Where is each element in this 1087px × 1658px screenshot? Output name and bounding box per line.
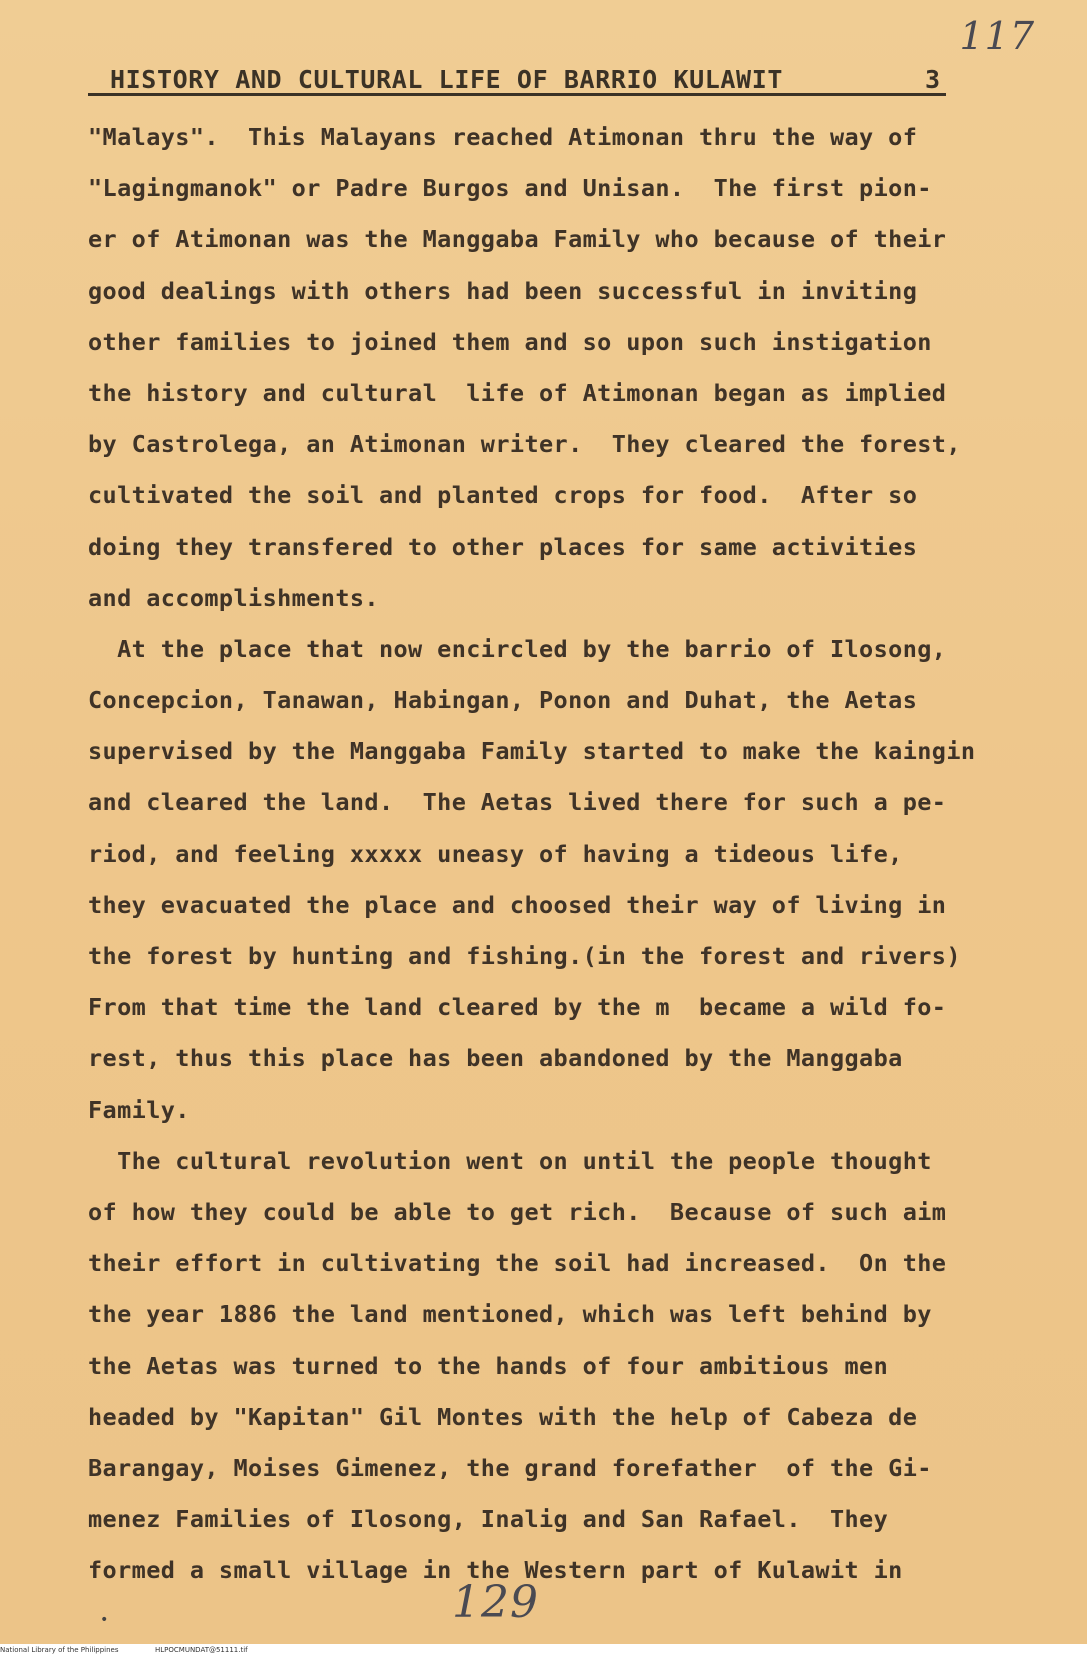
text-line: the forest by hunting and fishing.(in the forest and rivers): [88, 942, 961, 970]
handwritten-page-number: 129: [452, 1577, 539, 1628]
text-line: of how they could be able to get rich. Because of such aim: [88, 1197, 947, 1226]
text-line: Family.: [88, 1095, 190, 1124]
text-line: the history and cultural life of Atimonan began as implied: [88, 378, 947, 407]
text-line: menez Families of Ilosong, Inalig and San Rafael. They: [88, 1505, 889, 1534]
text-line: by Castrolega, an Atimonan writer. They cleared the forest,: [88, 430, 961, 459]
stray-mark: •: [100, 1612, 109, 1628]
text-line: Concepcion, Tanawan, Habingan, Ponon and Duhat, the Aetas: [88, 686, 918, 715]
text-line: they evacuated the place and choosed their way of living in: [88, 890, 947, 919]
text-line: their effort in cultivating the soil had increased. On the: [88, 1249, 947, 1278]
page-header: [88, 63, 946, 96]
text-line: the Aetas was turned to the hands of four ambitious men: [88, 1351, 889, 1380]
text-line: From that time the land cleared by the m became a wild fo-: [88, 993, 947, 1022]
text-line: formed a small village in the Western part of Kulawit in: [88, 1556, 903, 1585]
text-line: doing they transfered to other places for same activities: [88, 532, 918, 561]
text-line: Barangay, Moises Gimenez, the grand forefather of the Gi-: [88, 1453, 932, 1482]
text-line: The cultural revolution went on until the people thought: [88, 1146, 932, 1175]
text-line: headed by "Kapitan" Gil Montes with the help of Cabeza de: [88, 1402, 918, 1431]
footer-library: National Library of the Philippines: [0, 1646, 119, 1654]
footer-filename: HLPOCMUNDAT@51111.tif: [155, 1646, 248, 1654]
text-line: the year 1886 the land mentioned, which was left behind by: [88, 1300, 932, 1329]
body-text: [88, 112, 1018, 1596]
text-line: other families to joined them and so upon such instigation: [88, 327, 932, 356]
text-line: and cleared the land. The Aetas lived there for such a pe-: [88, 788, 947, 817]
header-title: HISTORY AND CULTURAL LIFE OF BARRIO KULAWIT: [110, 65, 784, 94]
text-line: good dealings with others had been successful in inviting: [88, 276, 918, 305]
text-line: er of Atimonan was the Manggaba Family who because of their: [88, 225, 947, 254]
folio-handwritten-number: 117: [959, 14, 1035, 58]
text-line: riod, and feeling xxxxx uneasy of having a tideous life,: [88, 839, 903, 868]
text-line: cultivated the soil and planted crops for food. After so: [88, 481, 918, 510]
text-line: "Lagingmanok" or Padre Burgos and Unisan. The first pion-: [88, 174, 932, 203]
text-line: rest, thus this place has been abandoned by the Manggaba: [88, 1044, 903, 1073]
text-line: supervised by the Manggaba Family started to make the kaingin: [88, 737, 976, 766]
text-line: and accomplishments.: [88, 583, 379, 612]
text-line: At the place that now encircled by the barrio of Ilosong,: [88, 634, 947, 663]
text-line: "Malays". This Malayans reached Atimonan thru the way of: [88, 123, 918, 151]
header-page-number: 3: [924, 65, 940, 94]
